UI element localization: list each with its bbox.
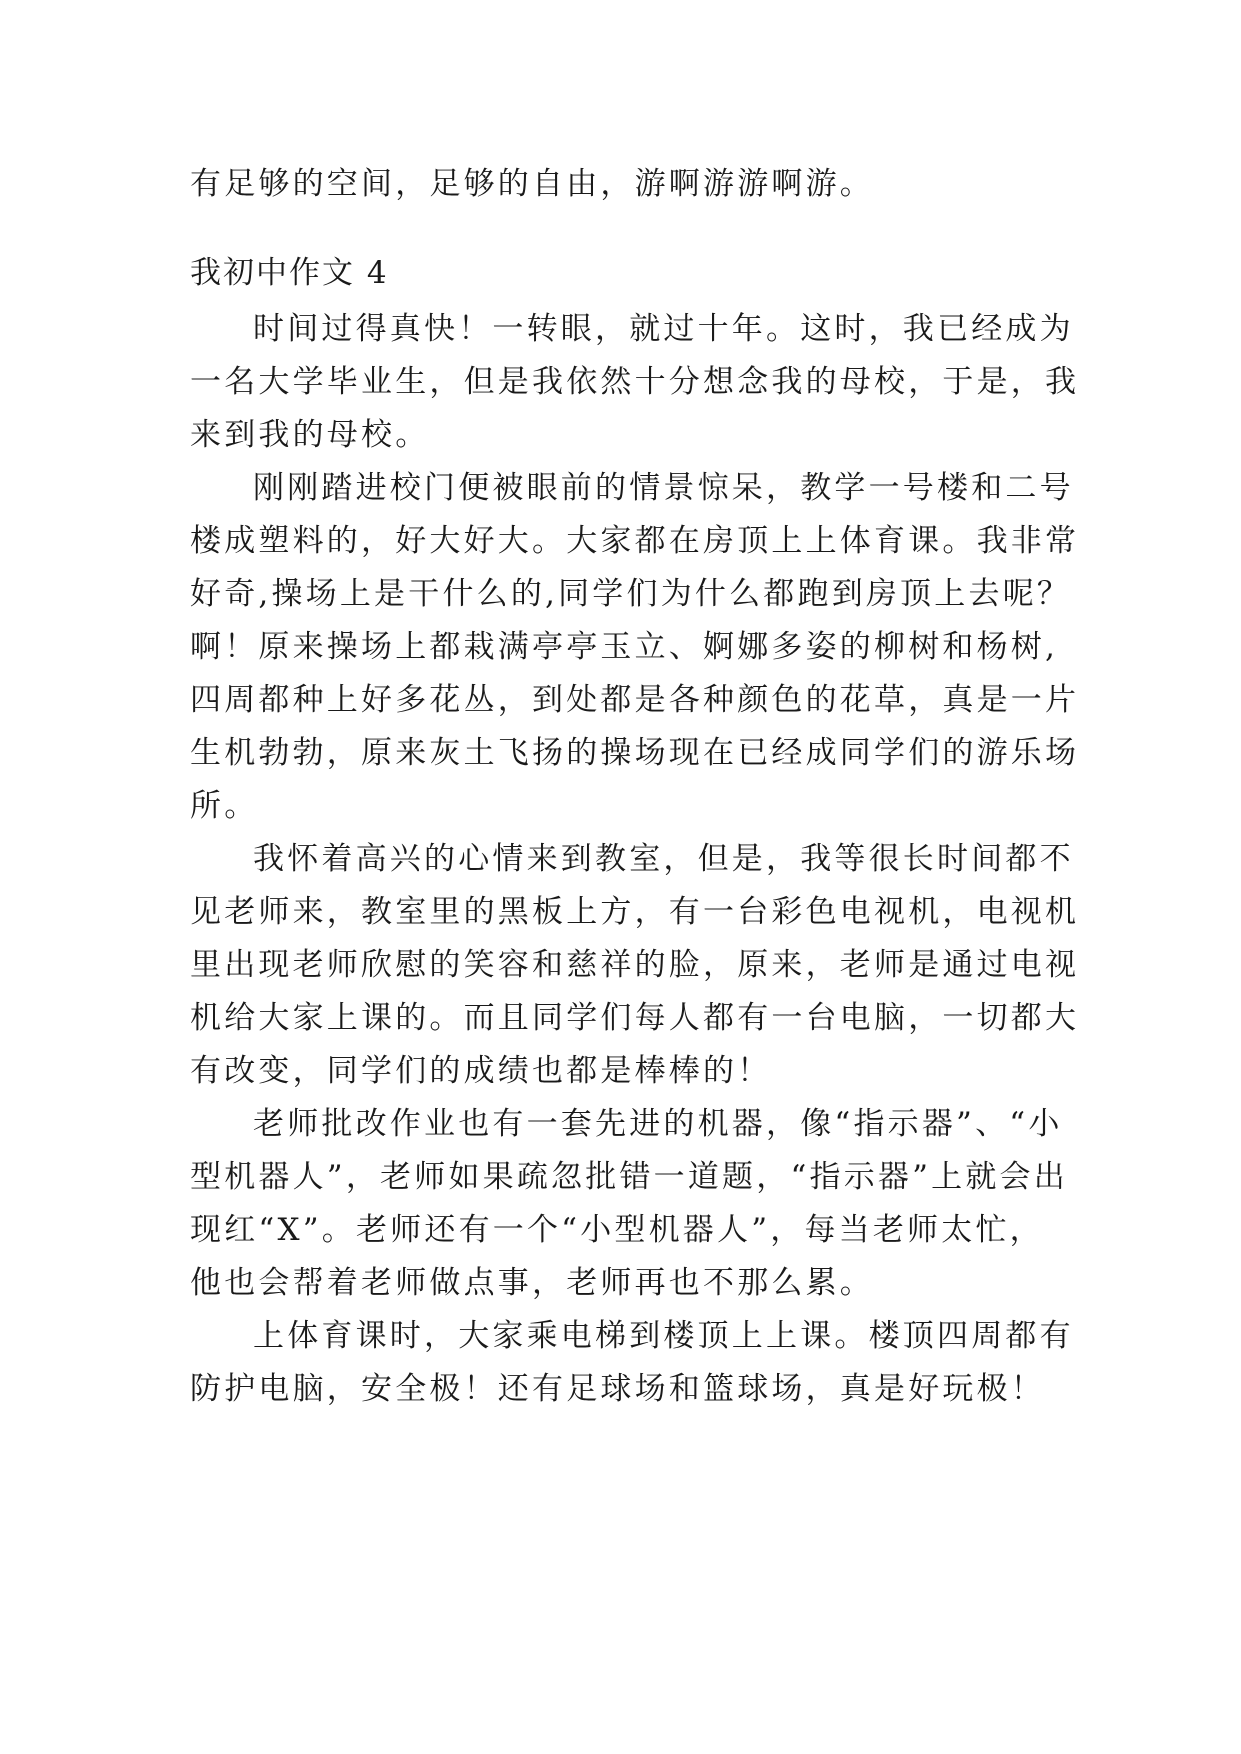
text-line: 防护电脑，安全极！还有足球场和篮球场，真是好玩极！ bbox=[190, 1371, 1045, 1407]
text-line: 所。 bbox=[190, 788, 259, 824]
text-line: 好奇,操场上是干什么的,同学们为什么都跑到房顶上去呢？ bbox=[190, 576, 1072, 612]
text-line: 来到我的母校。 bbox=[190, 417, 430, 453]
essay-title: 我初中作文 4 bbox=[190, 255, 389, 291]
text-line: 四周都种上好多花丛，到处都是各种颜色的花草，真是一片 bbox=[190, 682, 1080, 718]
text-line: 现红“X”。老师还有一个“小型机器人”，每当老师太忙， bbox=[190, 1212, 1044, 1248]
text-line: 有改变，同学们的成绩也都是棒棒的！ bbox=[190, 1053, 772, 1089]
text-line: 老师批改作业也有一套先进的机器，像“指示器”、“小 bbox=[253, 1106, 1063, 1142]
text-line: 时间过得真快！一转眼，就过十年。这时，我已经成为 bbox=[253, 311, 1074, 347]
text-line: 我怀着高兴的心情来到教室，但是，我等很长时间都不 bbox=[253, 841, 1074, 877]
text-line: 一名大学毕业生，但是我依然十分想念我的母校，于是，我 bbox=[190, 364, 1080, 400]
text-line: 楼成塑料的，好大好大。大家都在房顶上上体育课。我非常 bbox=[190, 523, 1080, 559]
text-line: 刚刚踏进校门便被眼前的情景惊呆，教学一号楼和二号 bbox=[253, 470, 1074, 506]
text-line: 机给大家上课的。而且同学们每人都有一台电脑，一切都大 bbox=[190, 1000, 1080, 1036]
text-line: 上体育课时，大家乘电梯到楼顶上上课。楼顶四周都有 bbox=[253, 1318, 1074, 1354]
text-line: 型机器人”，老师如果疏忽批错一道题，“指示器”上就会出 bbox=[190, 1159, 1068, 1195]
text-line: 有足够的空间，足够的自由，游啊游游啊游。 bbox=[190, 166, 874, 202]
text-line: 啊！原来操场上都栽满亭亭玉立、婀娜多姿的柳树和杨树, bbox=[190, 629, 1059, 665]
text-line: 生机勃勃，原来灰土飞扬的操场现在已经成同学们的游乐场 bbox=[190, 735, 1080, 771]
text-line: 里出现老师欣慰的笑容和慈祥的脸，原来，老师是通过电视 bbox=[190, 947, 1080, 983]
text-line: 他也会帮着老师做点事，老师再也不那么累。 bbox=[190, 1265, 874, 1301]
text-line: 见老师来，教室里的黑板上方，有一台彩色电视机，电视机 bbox=[190, 894, 1080, 930]
